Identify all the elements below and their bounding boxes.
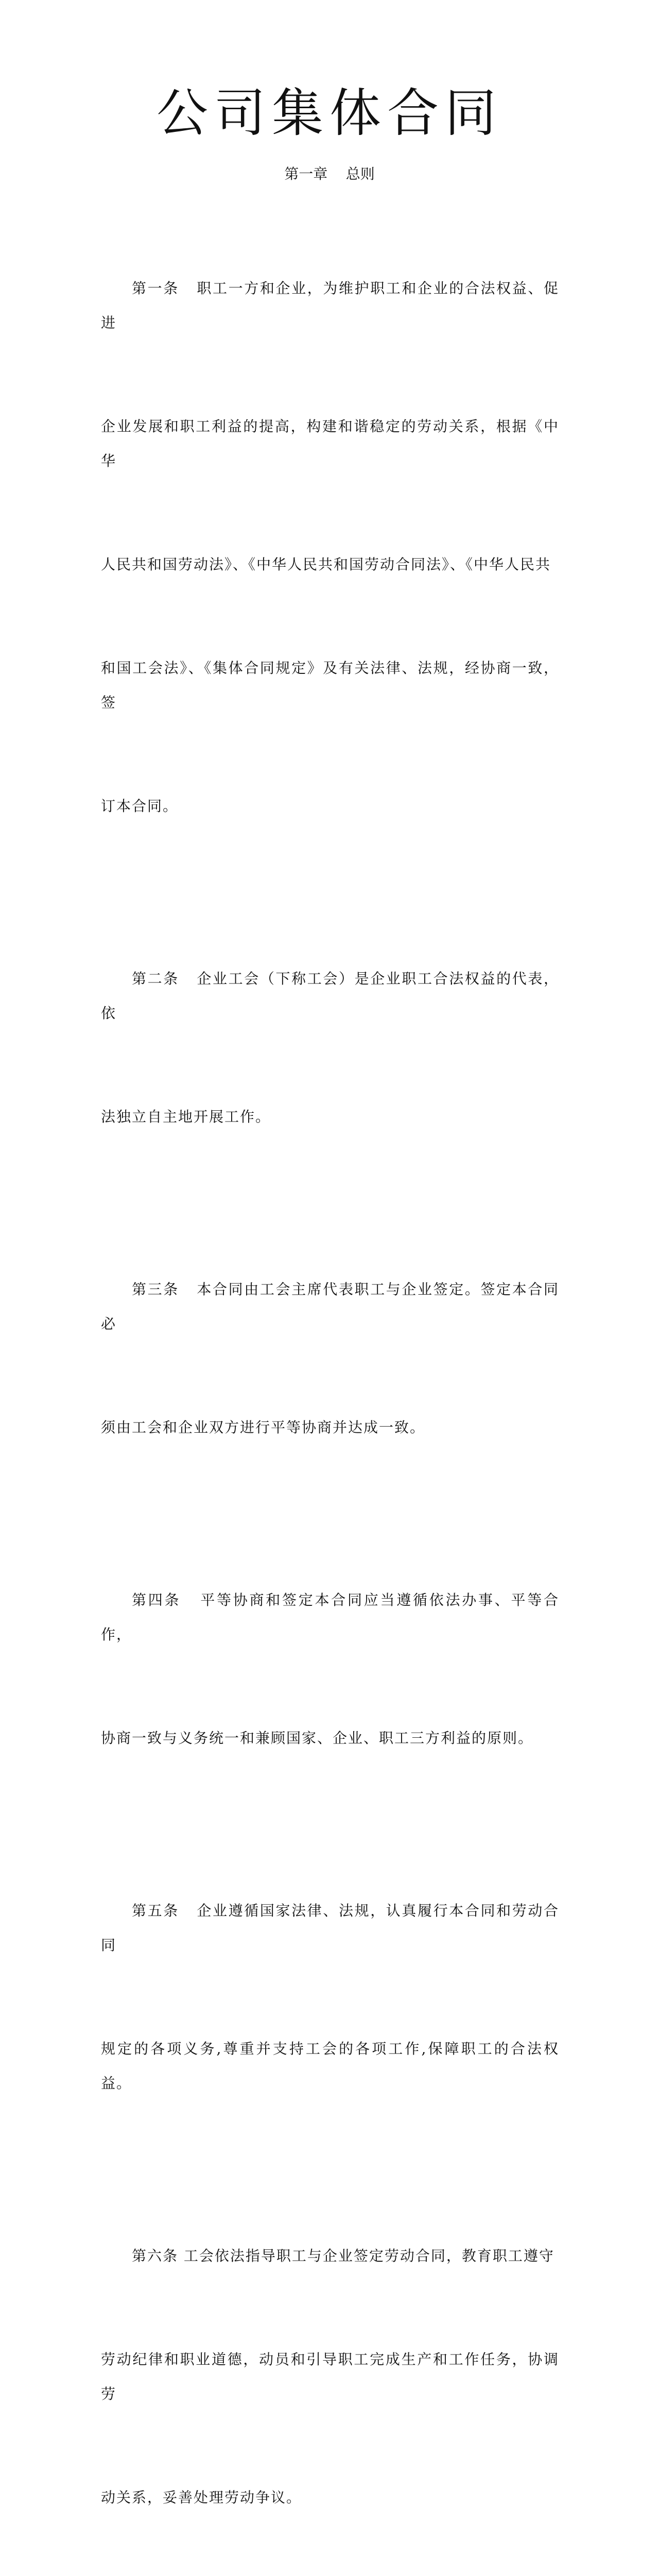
article-line: 订本合同。 [101, 798, 179, 815]
document-body [101, 202, 559, 2576]
article-3 [101, 1203, 559, 1514]
article-line: 和国工会法》、《集体合同规定》及有关法律、法规，经协商一致，签 [101, 659, 559, 711]
article-line: 须由工会和企业双方进行平等协商并达成一致。 [101, 1419, 426, 1436]
article-4 [101, 1514, 559, 1824]
article-line: 规定的各项义务,尊重并支持工会的各项工作,保障职工的合法权益。 [101, 2040, 559, 2092]
article-line: 第四条 平等协商和签定本合同应当遵循依法办事、平等合作， [101, 1591, 559, 1643]
article-line: 企业发展和职工利益的提高，构建和谐稳定的劳动关系，根据《中华 [101, 418, 559, 469]
article-6 [101, 2170, 559, 2576]
article-line: 第一条 职工一方和企业，为维护职工和企业的合法权益、促进 [101, 280, 559, 331]
document-title: 公司集体合同 [157, 83, 502, 143]
article-5 [101, 1824, 559, 2170]
article-line: 动关系，妥善处理劳动争议。 [101, 2489, 302, 2506]
article-line: 第六条 工会依法指导职工与企业签定劳动合同，教育职工遵守 [132, 2247, 554, 2264]
chapter-heading: 第一章 总则 [284, 165, 375, 182]
article-line: 人民共和国劳动法》、《中华人民共和国劳动合同法》、《中华人民共 [101, 556, 551, 573]
article-line: 第三条 本合同由工会主席代表职工与企业签定。签定本合同必 [101, 1281, 559, 1332]
article-line: 劳动纪律和职业道德，动员和引导职工完成生产和工作任务，协调劳 [101, 2351, 559, 2402]
article-1 [101, 202, 559, 892]
article-2 [101, 892, 559, 1203]
article-line: 协商一致与义务统一和兼顾国家、企业、职工三方利益的原则。 [101, 1730, 534, 1747]
article-line: 法独立自主地开展工作。 [101, 1108, 271, 1125]
article-line: 第二条 企业工会（下称工会）是企业职工合法权益的代表，依 [101, 970, 559, 1022]
article-line: 第五条 企业遵循国家法律、法规，认真履行本合同和劳动合同 [101, 1902, 559, 1954]
